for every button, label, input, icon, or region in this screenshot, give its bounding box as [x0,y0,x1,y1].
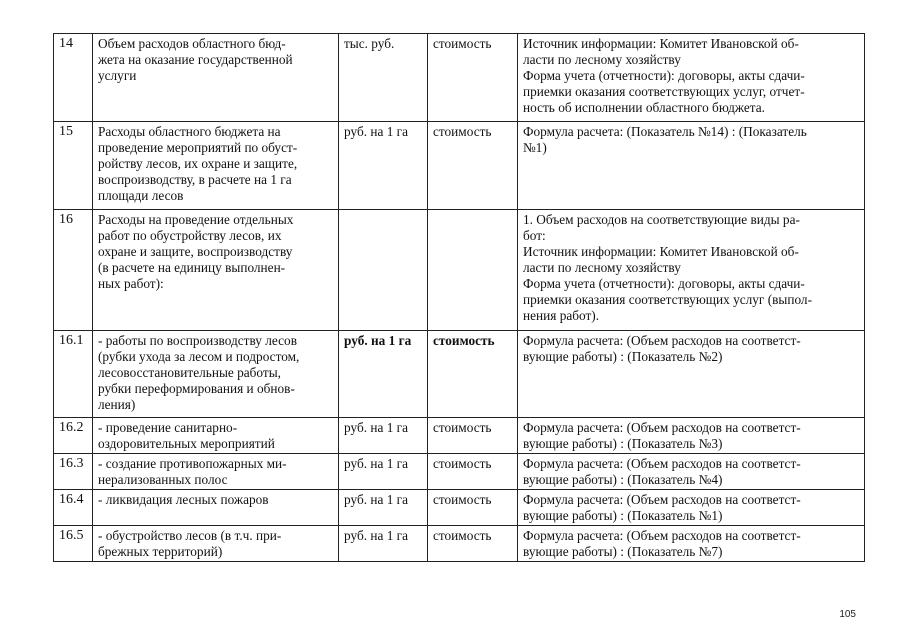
indicator-name: - создание противопожарных ми- нерализованных полос [93,454,339,490]
info-cell: Формула расчета: (Объем расходов на соответст- вующие работы) : (Показатель №2) [518,331,865,418]
unit-cell: руб. на 1 га [339,122,428,210]
info-cell: Формула расчета: (Показатель №14) : (Показатель №1) [518,122,865,210]
row-number: 16.4 [54,490,93,526]
indicator-name: Расходы областного бюджета на проведение мероприятий по обуст- ройству лесов, их охране и защите, воспроизводству, в расчете на 1 га площади лесов [93,122,339,210]
unit-cell: руб. на 1 га [339,418,428,454]
unit-cell: руб. на 1 га [339,454,428,490]
type-cell: стоимость [428,418,518,454]
unit-cell: тыс. руб. [339,34,428,122]
type-cell: стоимость [428,34,518,122]
table-row [54,490,865,526]
type-cell: стоимость [428,331,518,418]
row-number: 16.5 [54,526,93,562]
row-number: 16.1 [54,331,93,418]
unit-cell: руб. на 1 га [339,331,428,418]
table-row [54,210,865,331]
type-cell: стоимость [428,526,518,562]
type-cell: стоимость [428,122,518,210]
unit-cell [339,210,428,331]
table-row [54,331,865,418]
table-row [54,454,865,490]
info-cell: Формула расчета: (Объем расходов на соответст- вующие работы) : (Показатель №3) [518,418,865,454]
info-cell: Формула расчета: (Объем расходов на соответст- вующие работы) : (Показатель №7) [518,526,865,562]
indicator-name: - ликвидация лесных пожаров [93,490,339,526]
indicator-name: - работы по воспроизводству лесов (рубки ухода за лесом и подростом, лесовосстановительные работы, рубки переформирования и обнов- ления) [93,331,339,418]
unit-cell: руб. на 1 га [339,490,428,526]
type-cell: стоимость [428,490,518,526]
table-row [54,526,865,562]
row-number: 15 [54,122,93,210]
row-number: 14 [54,34,93,122]
table-row [54,122,865,210]
info-cell: Формула расчета: (Объем расходов на соответст- вующие работы) : (Показатель №4) [518,454,865,490]
page-number: 105 [839,609,856,620]
row-number: 16 [54,210,93,331]
indicator-name: - обустройство лесов (в т.ч. при- брежных территорий) [93,526,339,562]
indicator-name: - проведение санитарно- оздоровительных мероприятий [93,418,339,454]
info-cell: Источник информации: Комитет Ивановской об- ласти по лесному хозяйству Форма учета (отчетности): договоры, акты сдачи- приемки оказания соответствующих услуг, отчет- ность об исполнении областного бюджета. [518,34,865,122]
row-number: 16.3 [54,454,93,490]
info-cell: 1. Объем расходов на соответствующие виды ра- бот: Источник информации: Комитет Ивановской об- ласти по лесному хозяйству Форма учета (отчетности): договоры, акты сдачи- приемки оказания соответствующих услуг (выпол- нения работ). [518,210,865,331]
info-cell: Формула расчета: (Объем расходов на соответст- вующие работы) : (Показатель №1) [518,490,865,526]
type-cell [428,210,518,331]
indicator-name: Расходы на проведение отдельных работ по обустройству лесов, их охране и защите, воспроизводству (в расчете на единицу выполнен- ных работ): [93,210,339,331]
table-row [54,418,865,454]
type-cell: стоимость [428,454,518,490]
unit-cell: руб. на 1 га [339,526,428,562]
table-row [54,34,865,122]
indicator-name: Объем расходов областного бюд- жета на оказание государственной услуги [93,34,339,122]
indicators-table [53,33,865,562]
row-number: 16.2 [54,418,93,454]
